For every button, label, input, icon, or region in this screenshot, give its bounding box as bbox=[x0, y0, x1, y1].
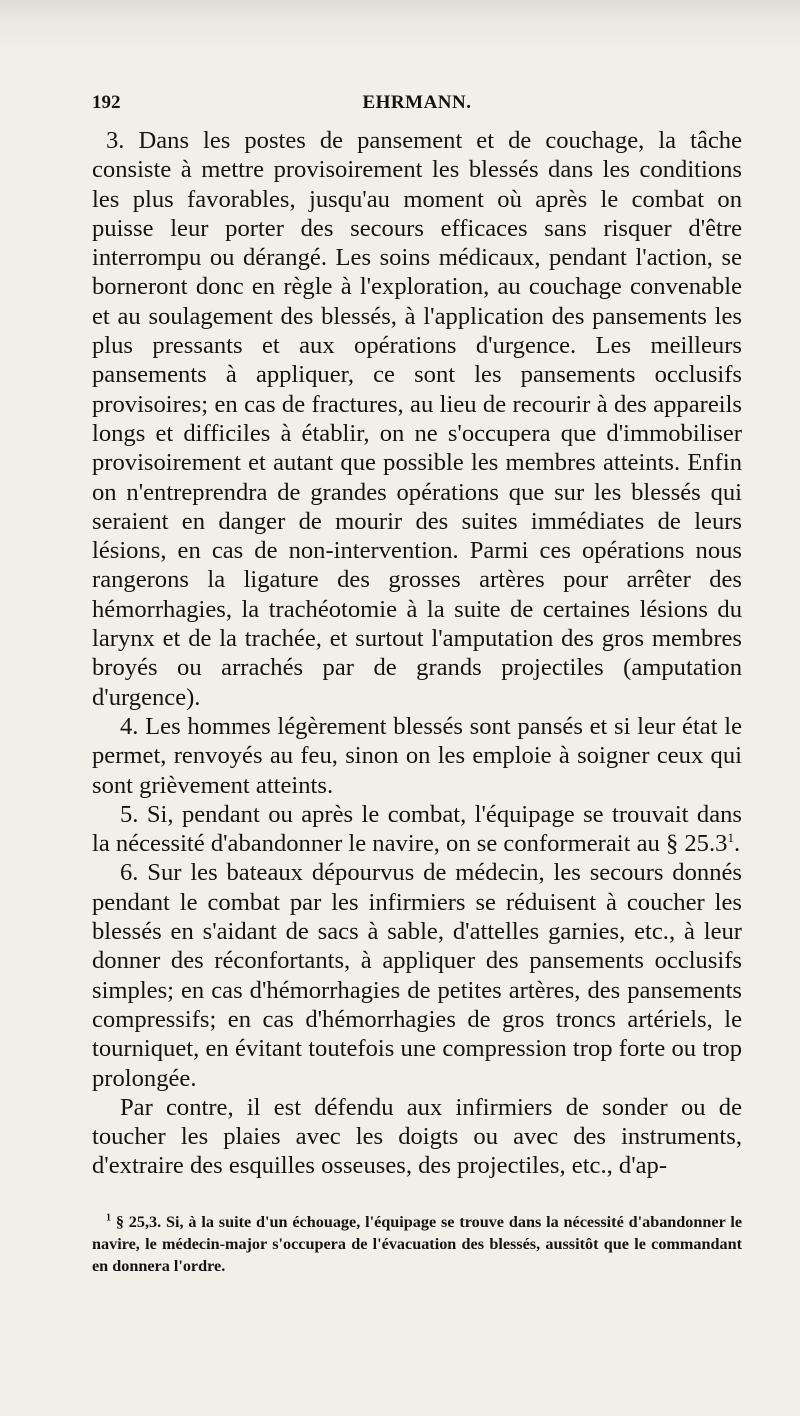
footnote-reference: 1 bbox=[727, 829, 734, 845]
paragraph-3: 3. Dans les postes de pansement et de couchage, la tâche consiste à mettre provisoirement les blessés dans les conditions les plus favorables, jusqu'au moment où après le combat on puisse leur porter des secours efficaces sans risquer d'être interrompu ou dérangé. Les soins médicaux, pendant l'action, se borneront donc en règle à l'exploration, au couchage convenable et au soulagement des blessés, à l'application des pansements les plus pressants et aux opérations d'urgence. Les meilleurs pansements à appliquer, ce sont les pansements occlusifs provisoires; en cas de fractures, au lieu de recourir à des appareils longs et difficiles à établir, on ne s'occupera que d'immobiliser provisoirement et autant que possible les membres atteints. Enfin on n'entreprendra de grandes opérations que sur les blessés qui seraient en danger de mourir des suites immédiates de leurs lésions, en cas de non-intervention. Parmi ces opérations nous rangerons la ligature des grosses artères pour arrêter des hémorrhagies, la trachéotomie à la suite de certaines lésions du larynx et de la trachée, et surtout l'amputation des gros membres broyés ou arrachés par de grands projectiles (amputation d'urgence). bbox=[92, 127, 742, 711]
paragraph-5-end: . bbox=[733, 830, 741, 858]
paragraph-5-text: 5. Si, pendant ou après le combat, l'équipage se trouvait dans la nécessité d'abandonner le navire, on se conformerait au § 25.3 bbox=[92, 800, 742, 858]
paragraph-4: 4. Les hommes légèrement blessés sont pansés et si leur état le permet, renvoyés au feu, sinon on les emploie à soigner ceux qui sont grièvement atteints. bbox=[92, 712, 742, 799]
page-header bbox=[92, 92, 742, 118]
paragraph-6: 6. Sur les bateaux dépourvus de médecin, les secours donnés pendant le combat par les infirmiers se réduisent à coucher les blessés en s'aidant de sacs à sable, d'attelles garnies, etc., à leur donner des réconfortants, à appliquer des pansements occlusifs simples; en cas d'hémorrhagies de petites artères, des pansements compressifs; en cas d'hémorrhagies de gros troncs artériels, le tourniquet, en évitant toutefois une compression trop forte ou trop prolongée. bbox=[92, 859, 742, 1092]
body-text bbox=[92, 126, 742, 1181]
page-number: 192 bbox=[92, 92, 121, 113]
footnote bbox=[92, 1211, 742, 1277]
paragraph-7: Par contre, il est défendu aux infirmiers de sonder ou de toucher les plaies avec les doigts ou avec des instruments, d'extraire des esquilles osseuses, des projectiles, etc., d'ap- bbox=[92, 1093, 742, 1180]
paragraph-5 bbox=[92, 800, 742, 859]
running-head: EHRMANN. bbox=[362, 92, 472, 113]
footnote-text: § 25,3. Si, à la suite d'un échouage, l'équipage se trouve dans la nécessité d'abandonner le navire, le médecin-major s'occupera de l'évacuation des blessés, aussitôt que le commandant en donnera l'ordre. bbox=[92, 1213, 743, 1275]
footnote-mark: 1 bbox=[106, 1212, 111, 1224]
